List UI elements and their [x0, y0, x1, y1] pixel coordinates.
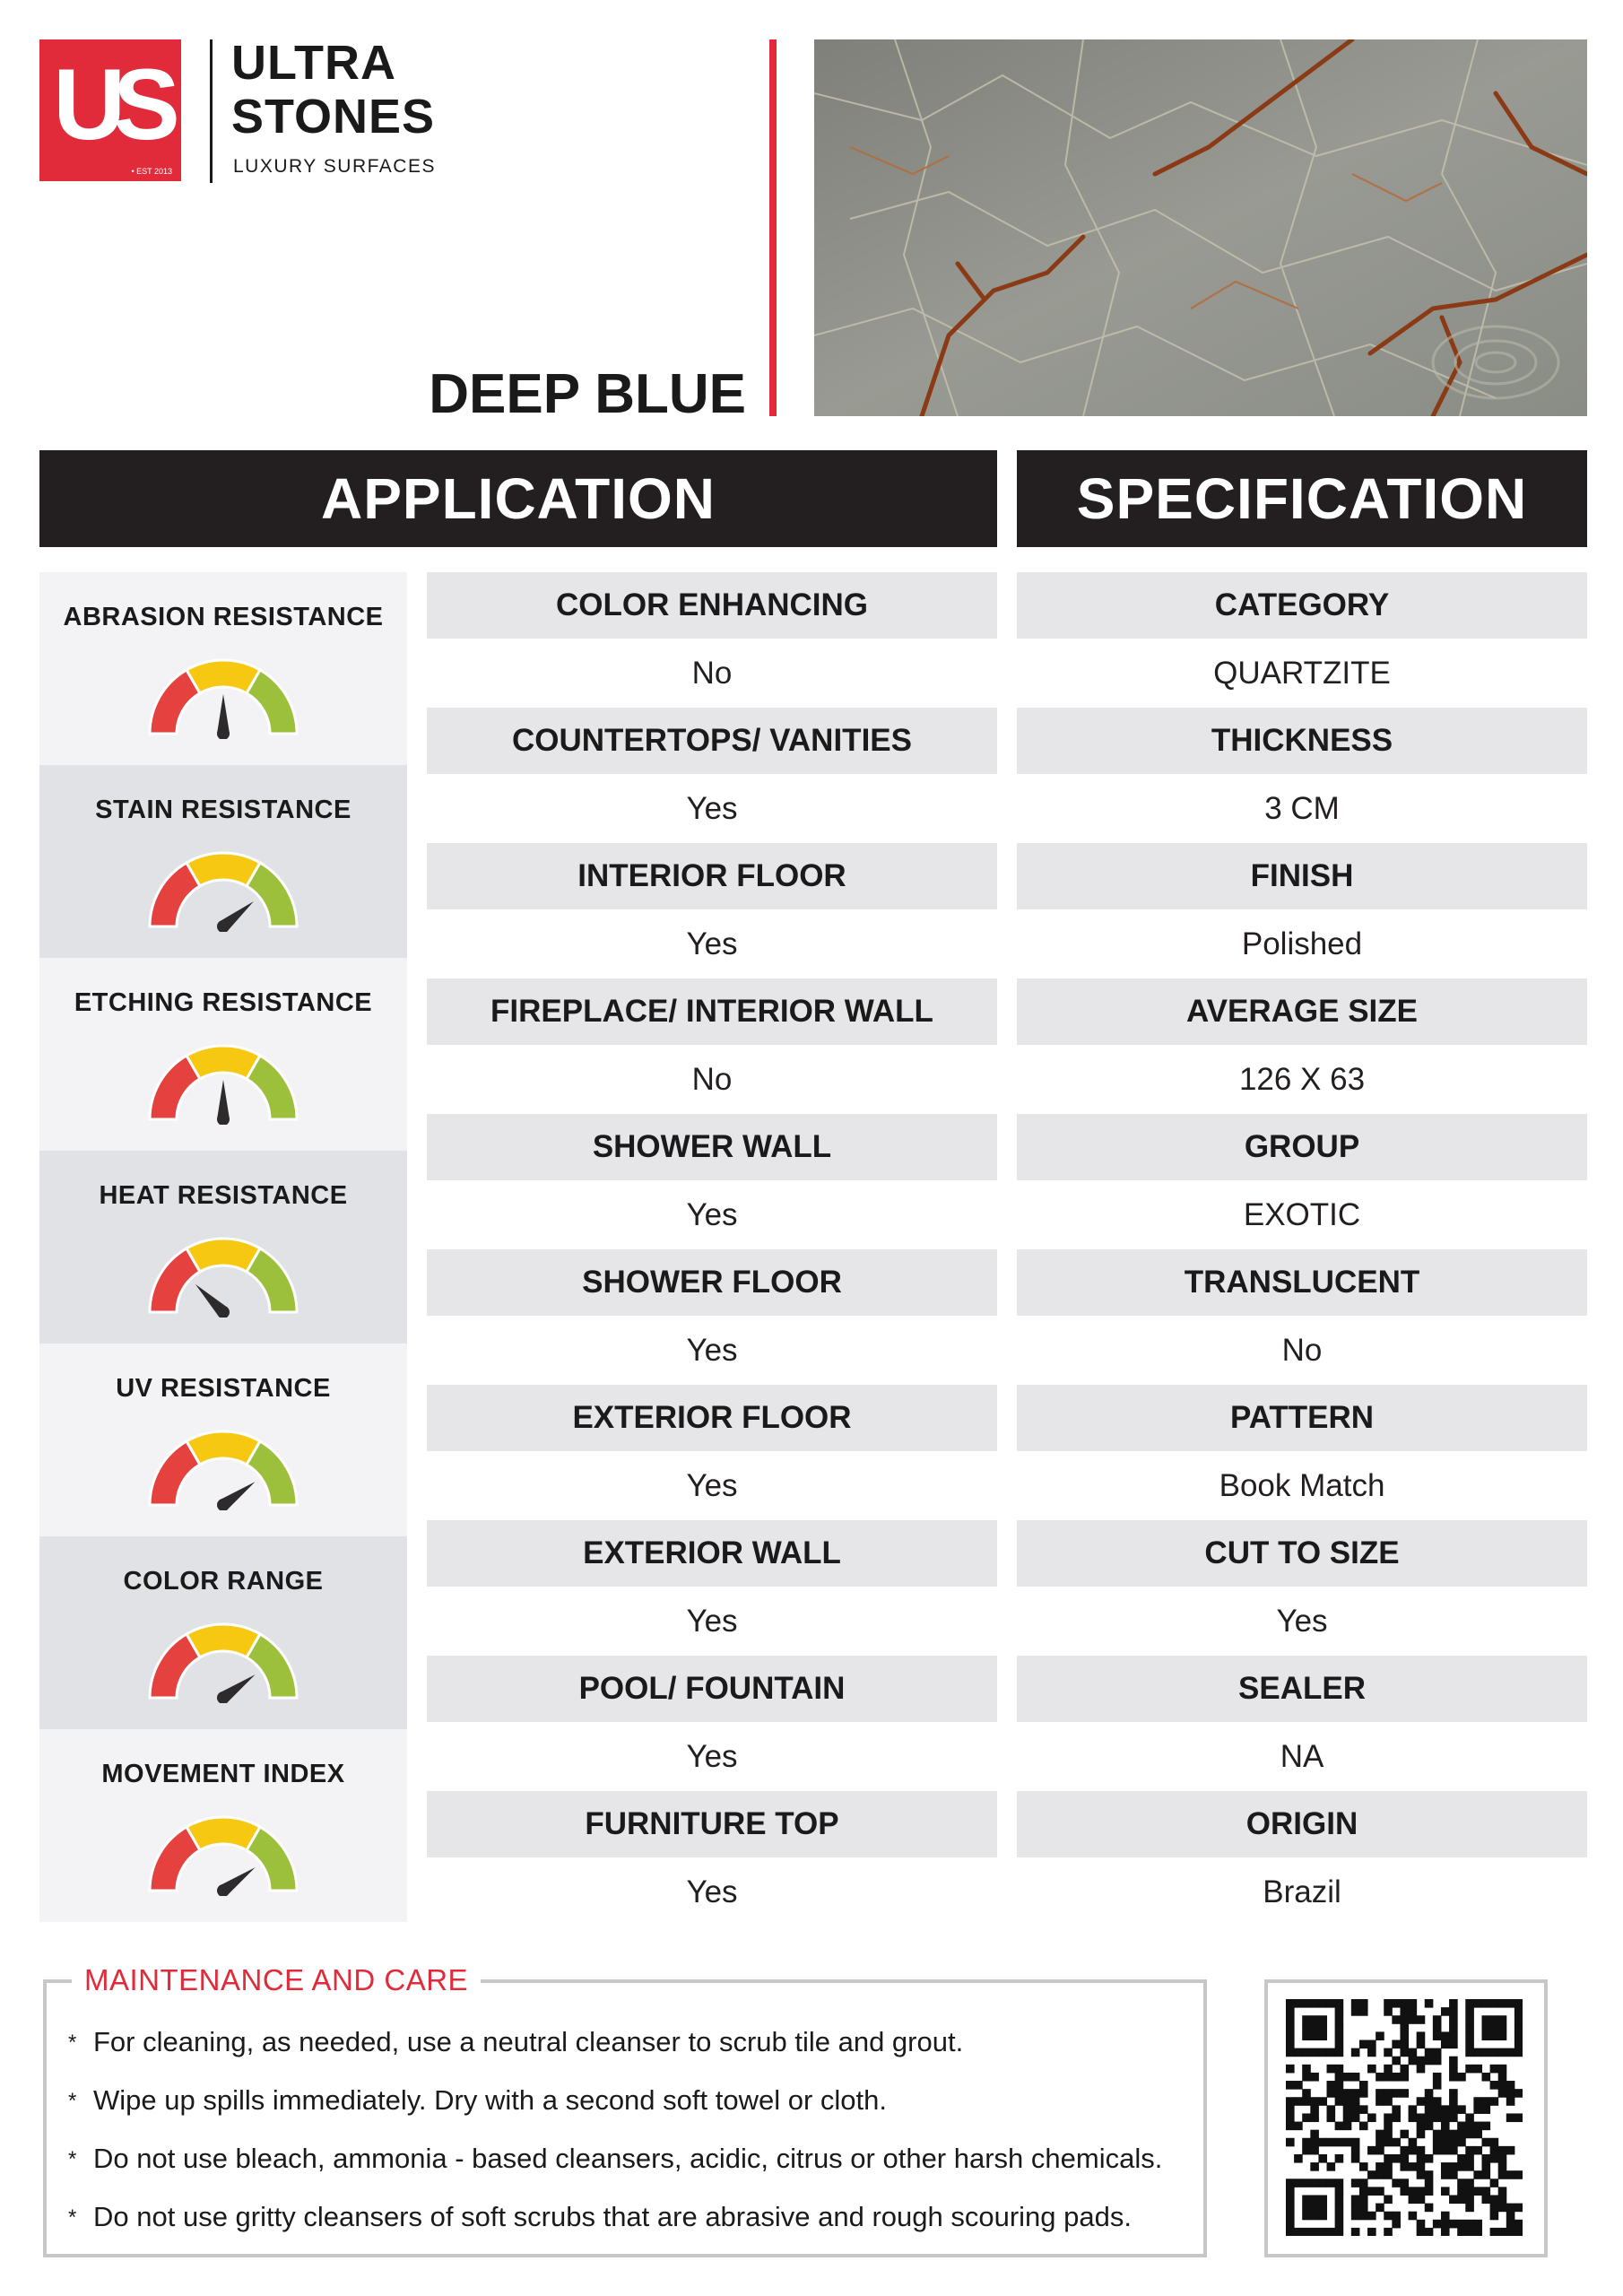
logo-divider	[210, 39, 213, 183]
use-label: SHOWER WALL	[427, 1114, 997, 1180]
rating-label: MOVEMENT INDEX	[101, 1760, 345, 1788]
use-label: POOL/ FOUNTAIN	[427, 1656, 997, 1722]
brand-name-line2: STONES	[231, 90, 436, 144]
bullet-star: *	[68, 2031, 77, 2055]
spec-value: Yes	[1276, 1604, 1328, 1639]
maintenance-item	[68, 2013, 1198, 2071]
title-red-rule	[769, 39, 777, 416]
spec-value: QUARTZITE	[1213, 656, 1391, 691]
gauge-green-segment	[247, 670, 297, 734]
use-value: Yes	[686, 1874, 738, 1909]
spec-label: TRANSLUCENT	[1017, 1249, 1587, 1316]
use-label: FIREPLACE/ INTERIOR WALL	[427, 978, 997, 1045]
brand-name-line1: ULTRA	[231, 36, 396, 90]
spec-label: CUT TO SIZE	[1017, 1520, 1587, 1587]
stone-sample-image	[814, 39, 1587, 416]
spec-label: CATEGORY	[1017, 572, 1587, 639]
use-label: SHOWER FLOOR	[427, 1249, 997, 1316]
rating-cell	[39, 765, 407, 958]
rating-cell	[39, 1344, 407, 1536]
specification-heading: SPECIFICATION	[1017, 450, 1587, 547]
spec-value: 3 CM	[1264, 791, 1340, 826]
rating-cell	[39, 958, 407, 1151]
use-label: COLOR ENHANCING	[427, 572, 997, 639]
rating-cell	[39, 1151, 407, 1344]
gauge-icon	[148, 1815, 299, 1896]
spec-label: GROUP	[1017, 1114, 1587, 1180]
gauge-icon	[148, 1430, 299, 1510]
maintenance-item	[68, 2071, 1198, 2129]
logo-est: • EST 2013	[131, 167, 172, 176]
logo-monogram: US	[53, 48, 168, 161]
gauge-green-segment	[247, 1056, 297, 1119]
spec-label: THICKNESS	[1017, 708, 1587, 774]
gauge-green-segment	[247, 863, 297, 926]
use-value: Yes	[686, 1468, 738, 1503]
gauge-green-segment	[247, 1827, 297, 1891]
spec-value: EXOTIC	[1243, 1197, 1361, 1232]
brand-logo	[39, 39, 181, 181]
maintenance-text: Do not use bleach, ammonia - based cleansers, acidic, citrus or other harsh chemicals.	[93, 2143, 1163, 2174]
specification-table	[1017, 572, 1587, 1926]
use-value: Yes	[686, 791, 738, 826]
bullet-star: *	[68, 2205, 77, 2230]
gauge-icon	[148, 658, 299, 739]
maintenance-text: Do not use gritty cleansers of soft scrubs that are abrasive and rough scouring pads.	[93, 2201, 1132, 2232]
use-value: Yes	[686, 1739, 738, 1774]
maintenance-text: For cleaning, as needed, use a neutral cleanser to scrub tile and grout.	[93, 2026, 964, 2057]
use-label: FURNITURE TOP	[427, 1791, 997, 1857]
bullet-star: *	[68, 2089, 77, 2113]
maintenance-item	[68, 2129, 1198, 2187]
maintenance-item	[68, 2187, 1198, 2246]
maintenance-title: MAINTENANCE AND CARE	[72, 1961, 481, 2000]
bullet-star: *	[68, 2147, 77, 2171]
application-heading: APPLICATION	[39, 450, 997, 547]
gauge-icon	[148, 851, 299, 932]
spec-value: NA	[1280, 1739, 1324, 1774]
spec-label: AVERAGE SIZE	[1017, 978, 1587, 1045]
spec-value: Brazil	[1263, 1874, 1341, 1909]
rating-cell	[39, 1536, 407, 1729]
spec-label: FINISH	[1017, 843, 1587, 909]
rating-label: COLOR RANGE	[123, 1567, 324, 1596]
gauge-icon	[148, 1044, 299, 1125]
spec-value: Polished	[1241, 926, 1363, 961]
use-label: EXTERIOR FLOOR	[427, 1385, 997, 1451]
gauge-green-segment	[247, 1248, 297, 1312]
spec-value: Book Match	[1219, 1468, 1385, 1503]
maintenance-text: Wipe up spills immediately. Dry with a second soft towel or cloth.	[93, 2084, 887, 2116]
spec-value: No	[1281, 1333, 1323, 1368]
product-title: DEEP BLUE	[429, 363, 746, 425]
use-value: Yes	[686, 1604, 738, 1639]
use-label: COUNTERTOPS/ VANITIES	[427, 708, 997, 774]
spec-label: PATTERN	[1017, 1385, 1587, 1451]
rating-cell	[39, 1729, 407, 1922]
qr-code-frame[interactable]	[1264, 1979, 1548, 2257]
maintenance-list	[68, 2013, 1198, 2246]
brand-tagline: LUXURY SURFACES	[233, 156, 436, 177]
use-value: Yes	[686, 926, 738, 961]
use-value: No	[691, 656, 733, 691]
use-value: No	[691, 1062, 733, 1097]
use-value: Yes	[686, 1197, 738, 1232]
qr-code-icon[interactable]	[1286, 1999, 1523, 2236]
spec-value: 126 X 63	[1238, 1062, 1366, 1097]
ratings-column	[39, 572, 407, 1922]
spec-label: SEALER	[1017, 1656, 1587, 1722]
gauge-green-segment	[247, 1634, 297, 1698]
rating-label: STAIN RESISTANCE	[95, 796, 352, 824]
rating-cell	[39, 572, 407, 765]
gauge-icon	[148, 1237, 299, 1318]
use-label: EXTERIOR WALL	[427, 1520, 997, 1587]
rating-label: ETCHING RESISTANCE	[74, 988, 373, 1017]
application-table	[427, 572, 997, 1926]
spec-label: ORIGIN	[1017, 1791, 1587, 1857]
use-label: INTERIOR FLOOR	[427, 843, 997, 909]
rating-label: HEAT RESISTANCE	[99, 1181, 348, 1210]
gauge-icon	[148, 1622, 299, 1703]
gauge-green-segment	[247, 1441, 297, 1505]
use-value: Yes	[686, 1333, 738, 1368]
rating-label: ABRASION RESISTANCE	[63, 603, 384, 631]
rating-label: UV RESISTANCE	[116, 1374, 331, 1403]
